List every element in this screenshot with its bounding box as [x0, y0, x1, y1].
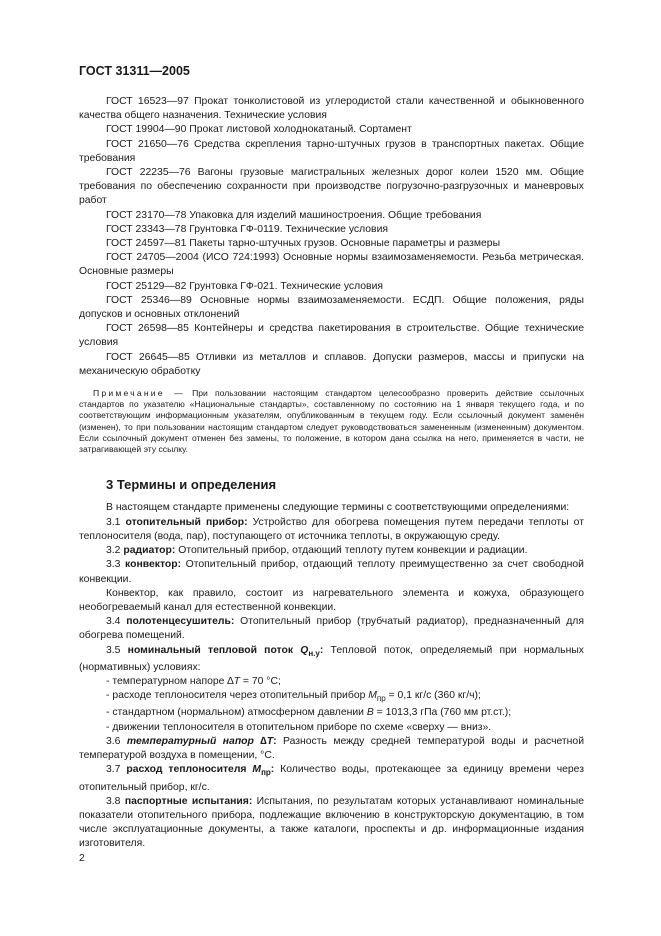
term-number: 3.7 [106, 764, 127, 776]
term-subscript: н.у [308, 648, 320, 658]
term-definition: Устройство для обогрева помещения путем передачи теплоты от теплоносителя (вода, пар), поступающего от источника теплоты, в окружающую среду. [79, 516, 584, 542]
term-definition: Количество воды, протекающее за единицу времени через отопительный прибор, кг/с. [79, 764, 584, 793]
reference-item: ГОСТ 25129—82 Грунтовка ГФ-021. Технические условия [106, 280, 383, 292]
term-definition: Разность между средней температурой воды и расчетной температурой воздуха в помещении, °С. [79, 735, 584, 762]
section-title: 3 Термины и определения [106, 477, 277, 493]
condition-item [79, 721, 584, 735]
term-definition: Отопительный прибор, отдающий теплоту преимущественно за счет свободной конвекции. [79, 559, 584, 585]
term-name: температурный напор ∆ [126, 735, 267, 747]
condition-value: = 0,1 кг/с (360 кг/ч); [385, 690, 481, 702]
condition-text: - стандартном (нормальном) атмосферном давлении [106, 707, 367, 719]
term-definition: Отопительный прибор, отдающий теплоту путем конвекции и радиации. [175, 545, 528, 557]
term-number: 3.4 [106, 616, 127, 628]
condition-text: - расходе теплоносителя через отопительный прибор [106, 690, 369, 702]
term-3-6 [79, 735, 584, 763]
term-3-3 [79, 558, 584, 586]
term-colon: : [273, 735, 277, 747]
term-name: номинальный тепловой поток [127, 644, 301, 656]
term-definition: Отопительный прибор (трубчатый радиатор), предназначенный для обогрева помещений. [79, 616, 584, 642]
term-name: расход теплоносителя [126, 764, 253, 776]
condition-text: - движении теплоносителя в отопительном приборе по схеме «сверху — вниз». [106, 721, 492, 733]
condition-symbol: T [233, 676, 241, 687]
reference-item: ГОСТ 19904—90 Прокат листовой холоднокатаный. Сортамент [106, 124, 412, 136]
reference-item: ГОСТ 26645—85 Отливки из металлов и сплавов. Допуски размеров, массы и припуски на механическую обработку [79, 351, 584, 377]
term-name: радиатор: [123, 545, 176, 557]
term-symbol: Q [300, 644, 309, 656]
reference-item: ГОСТ 24597—81 Пакеты тарно-штучных грузов. Основные параметры и размеры [106, 238, 501, 250]
condition-subscript: пр [376, 694, 386, 704]
term-definition: Тепловой поток, определяемый при нормальных (нормативных) условиях: [79, 644, 584, 673]
reference-item: ГОСТ 22235—76 Вагоны грузовые магистральных железных дорог колеи 1520 мм. Общие требования по обеспечению сохранности при производстве погрузочно-разгрузочных и маневровых работ [79, 167, 584, 207]
term-number: 3.5 [106, 644, 128, 656]
document-body [79, 95, 584, 852]
condition-item [79, 689, 584, 706]
note-paragraph [79, 388, 584, 455]
reference-item: ГОСТ 23170—78 Упаковка для изделий машиностроения. Общие требования [106, 209, 482, 221]
term-definition: Испытания, по результатам которых устанавливают номинальные показатели отопительного прибора, подлежащие включению в конструкторскую документацию, в том числе эксплуатационные документы, а также каталоги, проспекты и др. информационные издания изготовителя. [79, 795, 584, 850]
term-3-3-note: Конвектор, как правило, состоит из нагревательного элемента и кожуха, образующего необогреваемый канал для естественной конвекции. [79, 587, 584, 613]
condition-text: - температурном напоре ∆ [106, 676, 234, 687]
term-3-7 [79, 763, 584, 794]
term-number: 3.3 [106, 559, 126, 571]
term-3-1 [79, 516, 584, 544]
reference-item: ГОСТ 26598—85 Контейнеры и средства пакетирования в строительстве. Общие технические условия [79, 323, 584, 349]
condition-item [79, 675, 584, 689]
term-colon: : [270, 764, 275, 776]
condition-value: = 1013,3 гПа (760 мм рт.ст.); [373, 707, 512, 719]
reference-list [79, 95, 584, 379]
term-symbol: M [252, 764, 262, 776]
condition-symbol: M [368, 690, 377, 702]
document-header: ГОСТ 31311—2005 [79, 64, 190, 78]
term-symbol: T [266, 735, 274, 747]
term-name: полотенцесушитель: [126, 616, 235, 628]
term-colon: : [319, 644, 324, 656]
reference-item: ГОСТ 24705—2004 (ИСО 724:1993) Основные нормы взаимозаменяемости. Резьба метрическая. Основные размеры [79, 252, 584, 278]
term-3-4 [79, 615, 584, 643]
term-3-2 [79, 544, 584, 558]
note-label: Примечание — [93, 388, 185, 399]
reference-item: ГОСТ 23343—78 Грунтовка ГФ-0119. Технические условия [106, 223, 389, 235]
condition-value: = 70 °С; [240, 676, 281, 687]
term-3-8 [79, 795, 584, 852]
term-3-5 [79, 644, 584, 675]
term-number: 3.8 [106, 795, 125, 807]
term-number: 3.1 [106, 516, 126, 528]
condition-item [79, 706, 584, 720]
reference-item: ГОСТ 25346—89 Основные нормы взаимозаменяемости. ЕСДП. Общие положения, ряды допусков и основных отклонений [79, 294, 584, 321]
note-text: При пользовании настоящим стандартом целесообразно проверить действие ссылочных стандартов по указателю «Национальные стандарты», составленному по состоянию на 1 января текущего года, и по соответствующим информационным указателям, опубликованным в текущем году. Если ссылочный документ заменён (изменен), то при пользовании настоящим стандартом следует руководствоваться замененным (измененным) документом. Если ссылочный документ отменен без замены, то положение, в котором дана ссылка на него, применяется в части, не затрагивающей эту ссылку. [79, 388, 584, 455]
term-number: 3.6 [106, 735, 127, 747]
term-subscript: пр [261, 768, 271, 778]
reference-item: ГОСТ 21650—76 Средства скрепления тарно-штучных грузов в транспортных пакетах. Общие требования [79, 138, 584, 164]
term-name: конвектор: [125, 559, 182, 571]
condition-symbol: B [366, 707, 374, 719]
reference-item: ГОСТ 16523—97 Прокат тонколистовой из углеродистой стали качественной и обыкновенного качества общего назначения. Технические условия [79, 96, 584, 122]
term-number: 3.2 [106, 545, 124, 557]
term-name: отопительный прибор: [125, 516, 248, 528]
term-name: паспортные испытания: [124, 795, 253, 807]
page-number: 2 [79, 852, 85, 864]
section-intro: В настоящем стандарте применены следующие термины с соответствующими определениями: [106, 502, 570, 514]
